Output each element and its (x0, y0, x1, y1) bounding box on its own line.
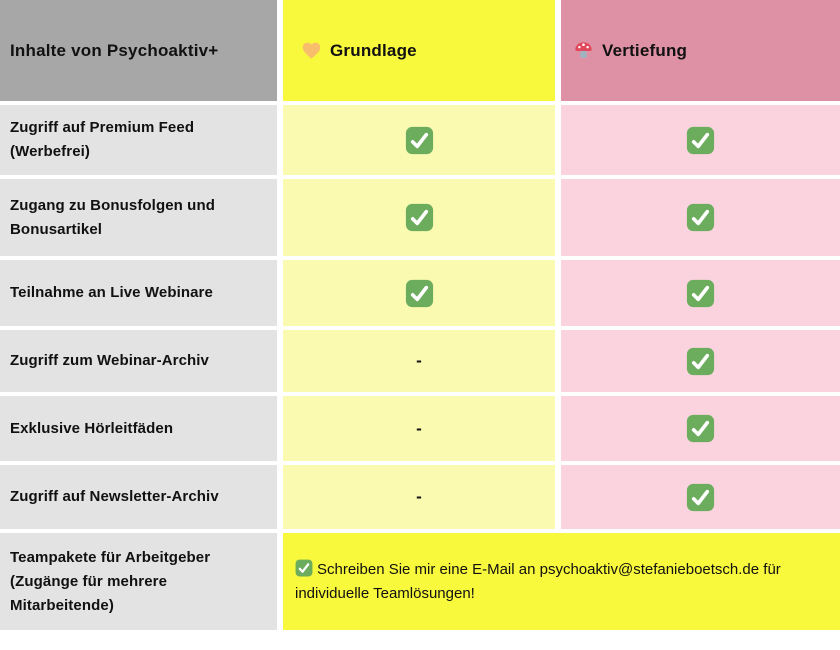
table-header-contents (0, 0, 277, 101)
vertiefung-header-label: Vertiefung (602, 40, 688, 60)
check-icon (686, 414, 715, 443)
grundlage-value-cell (283, 179, 555, 256)
feature-label: Zugriff auf Premium Feed (Werbefrei) (10, 119, 195, 160)
grundlage-value-cell (283, 330, 555, 392)
grundlage-value-cell (283, 396, 555, 461)
feature-label-cell (0, 105, 277, 175)
check-icon (686, 483, 715, 512)
feature-label-cell (0, 330, 277, 392)
feature-label: Teilnahme an Live Webinare (10, 284, 213, 301)
vertiefung-value-cell (561, 179, 840, 256)
table-header-vertiefung (561, 0, 840, 101)
feature-label-cell (0, 465, 277, 529)
feature-label-cell (0, 260, 277, 326)
dash-symbol: - (416, 351, 422, 370)
feature-label-cell (0, 179, 277, 256)
team-offer-text: Schreiben Sie mir eine E-Mail an psychoaktiv@stefanieboetsch.de für individuelle Teamlösungen! (295, 561, 781, 602)
feature-label: Zugang zu Bonusfolgen und Bonusartikel (10, 196, 215, 238)
vertiefung-value-cell (561, 465, 840, 529)
vertiefung-value-cell (561, 105, 840, 175)
check-icon (686, 347, 715, 376)
feature-label: Zugriff zum Webinar-Archiv (10, 352, 209, 369)
team-offer-message (295, 558, 826, 605)
feature-label: Exklusive Hörleitfäden (10, 419, 174, 437)
check-icon (686, 203, 715, 232)
check-icon (405, 203, 434, 232)
grundlage-value-cell (283, 260, 555, 326)
grundlage-value-cell (283, 465, 555, 529)
contents-header-label: Inhalte von Psychoaktiv+ (10, 40, 219, 60)
check-icon (405, 279, 434, 308)
check-icon (686, 279, 715, 308)
feature-label: Zugriff auf Newsletter-Archiv (10, 488, 219, 505)
vertiefung-value-cell (561, 396, 840, 461)
feature-label-cell (0, 396, 277, 461)
check-icon (295, 559, 313, 577)
orange-heart-icon (301, 40, 322, 61)
vertiefung-value-cell (561, 330, 840, 392)
dash-symbol: - (416, 418, 422, 438)
grundlage-header-label: Grundlage (330, 40, 417, 60)
table-header-grundlage (283, 0, 555, 101)
check-icon (686, 126, 715, 155)
grundlage-value-cell (283, 105, 555, 175)
team-feature-label-cell (0, 533, 277, 630)
vertiefung-value-cell (561, 260, 840, 326)
team-feature-label: Teampakete für Arbeitgeber (Zugänge für mehrere Mitarbeitende) (10, 548, 211, 614)
mushroom-icon (573, 40, 594, 61)
check-icon (405, 126, 434, 155)
team-offer-cell (283, 533, 840, 630)
dash-symbol: - (416, 487, 422, 506)
